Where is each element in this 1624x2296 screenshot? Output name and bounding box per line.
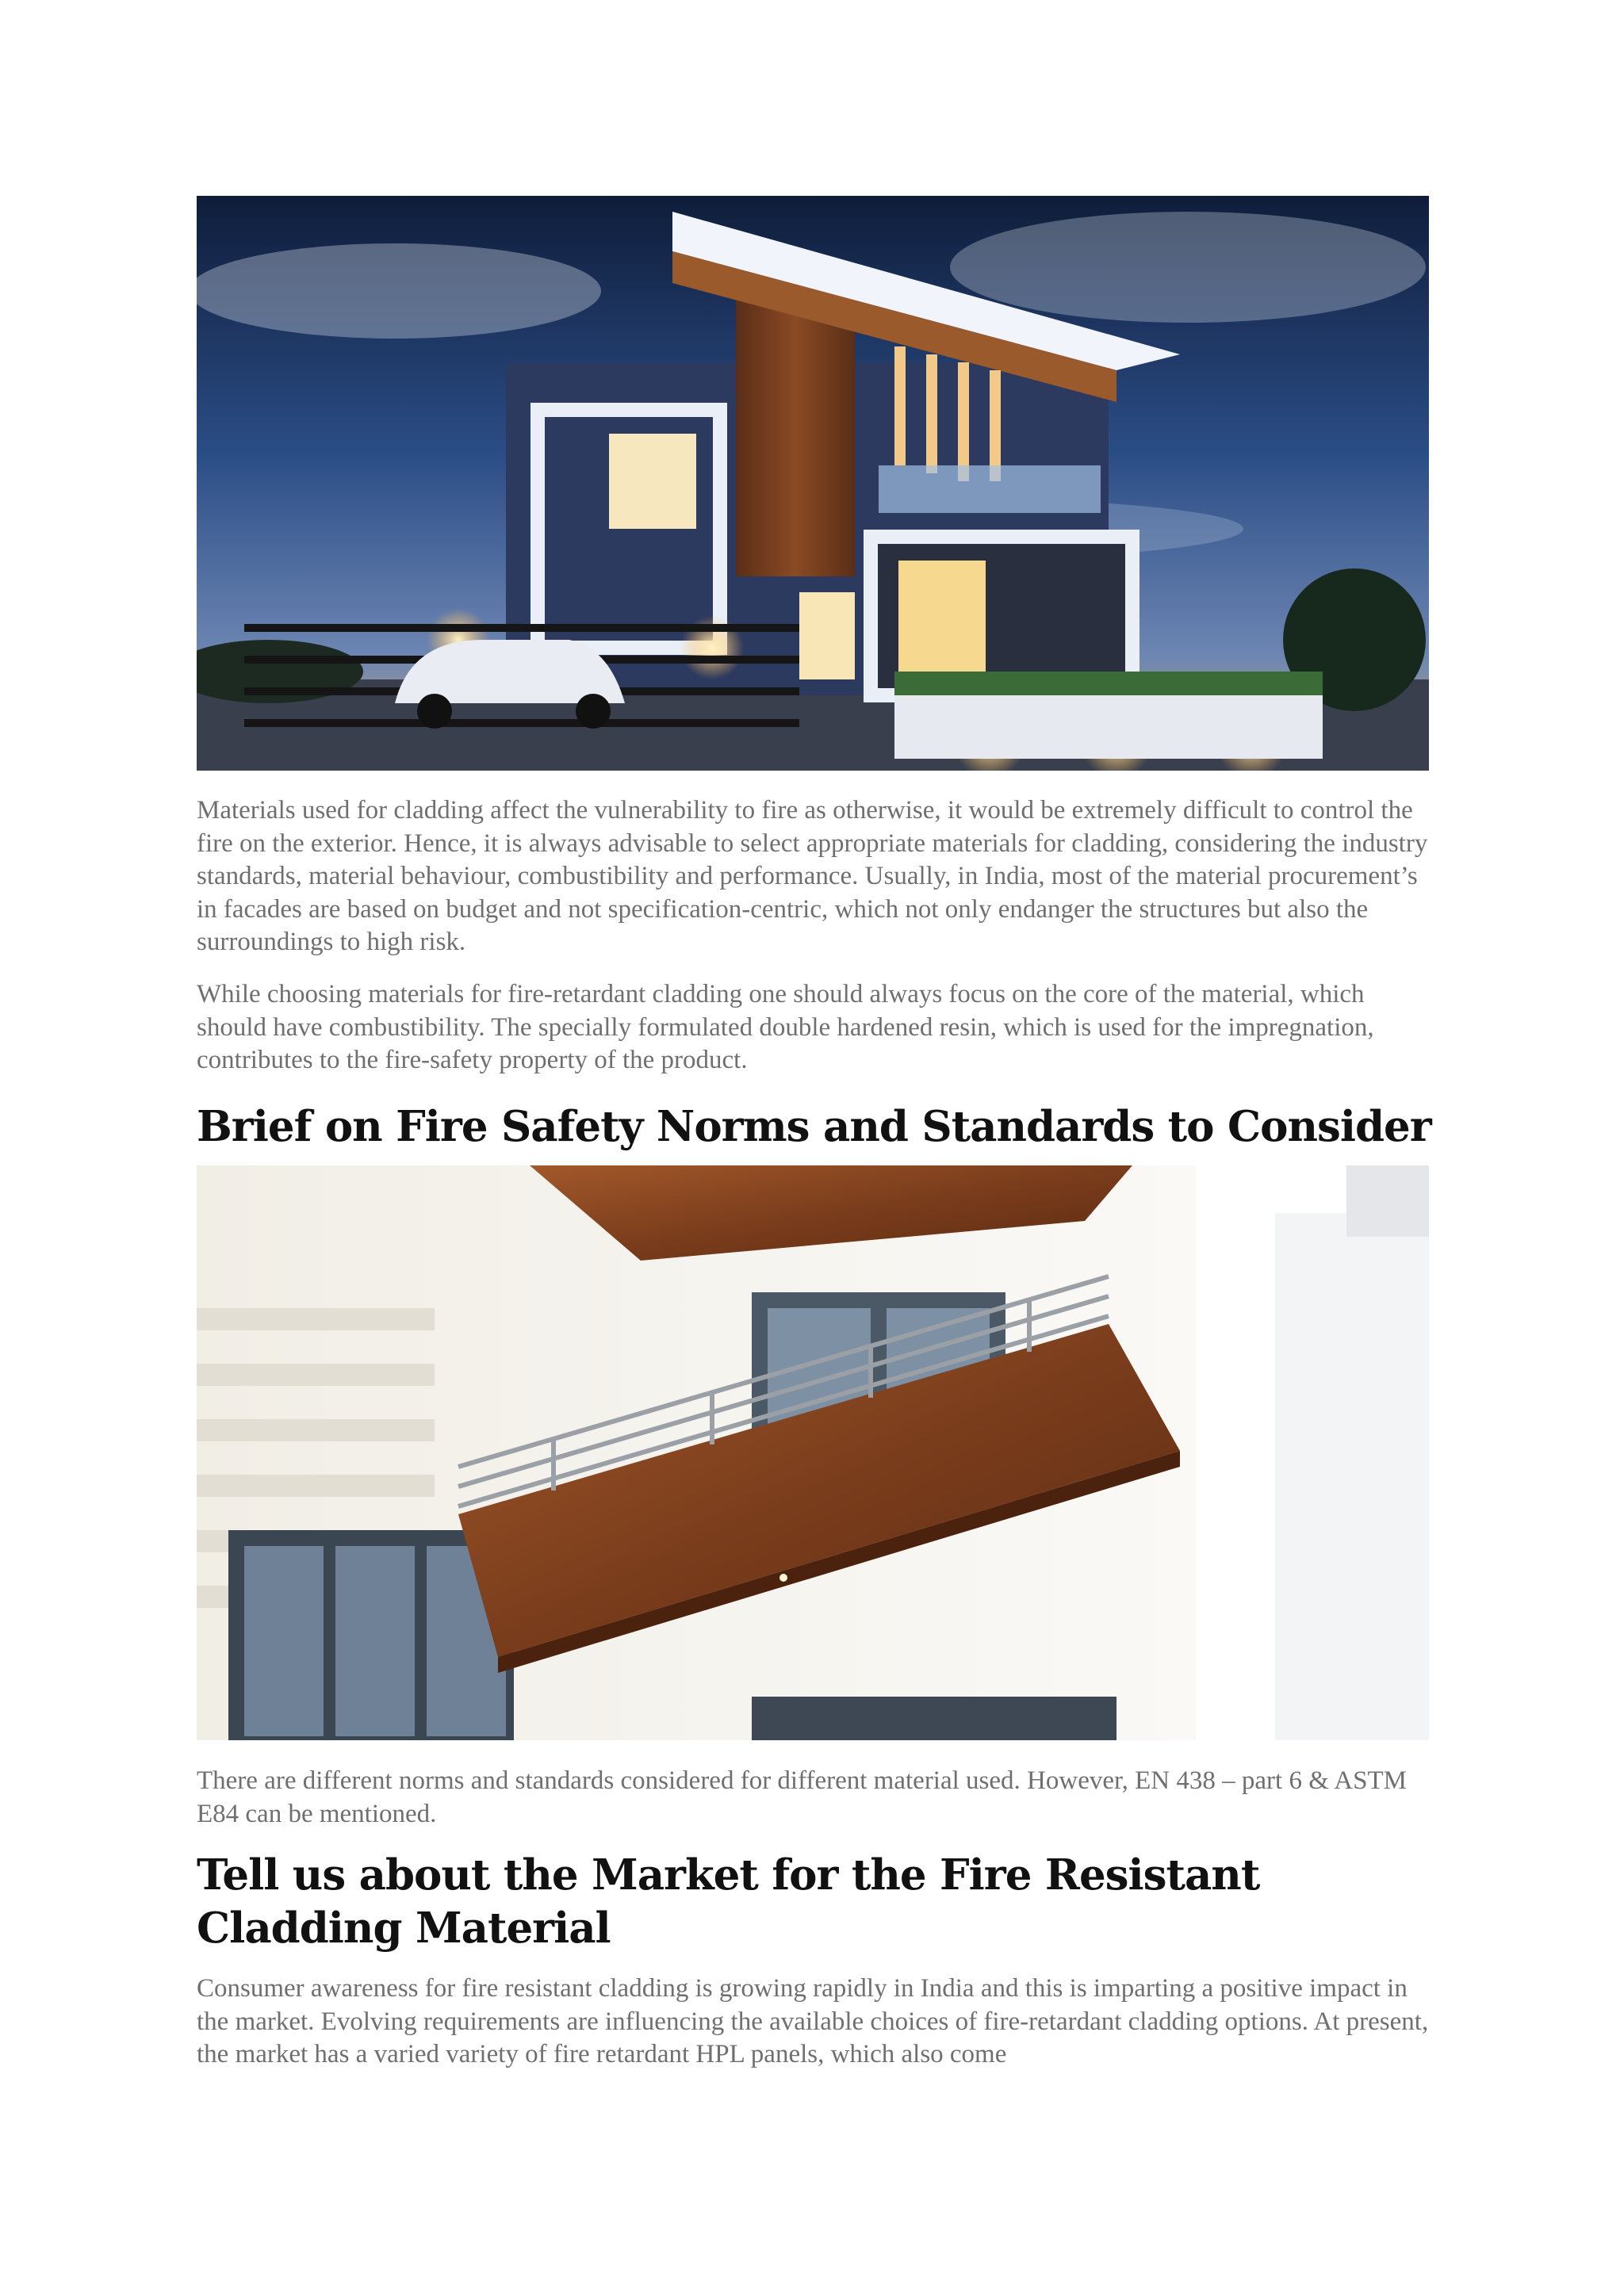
intro-paragraph: Materials used for cladding affect the vulnerability to fire as otherwise, it would be extremely difficult to control the fire on the exterior. Hence, it is always advisable to select appropriate materials for cladding, considering the industry standards, material behaviour, combustibility and performance. Usually, in India, most of the material procurement’s in facades are based on budget and not specification-centric, which not only endanger the structures but also the surroundings to high risk. (197, 796, 1428, 956)
balcony-cladding-photo (197, 1165, 1429, 1740)
core-material-paragraph: While choosing materials for fire-retardant cladding one should always focus on the core of the material, which should have combustibility. The specially formulated double hardened resin, which is used for the impregnation, contributes to the fire-safety property of the product. (197, 980, 1374, 1074)
market-paragraph: Consumer awareness for fire resistant cladding is growing rapidly in India and this is imparting a positive impact in the market. Evolving requirements are influencing the available choices of fire-retardant cladding options. At present, the market has a varied variety of fire retardant HPL panels, which also come (197, 1974, 1429, 2068)
section-heading-norms: Brief on Fire Safety Norms and Standards to Consider (197, 1102, 1431, 1151)
norms-paragraph: There are different norms and standards considered for different material used. However, EN 438 – part 6 & ASTM E84 can be mentioned. (197, 1766, 1407, 1828)
section-heading-market: Tell us about the Market for the Fire Resistant Cladding Material (197, 1850, 1260, 1953)
house-exterior-photo (197, 196, 1429, 771)
